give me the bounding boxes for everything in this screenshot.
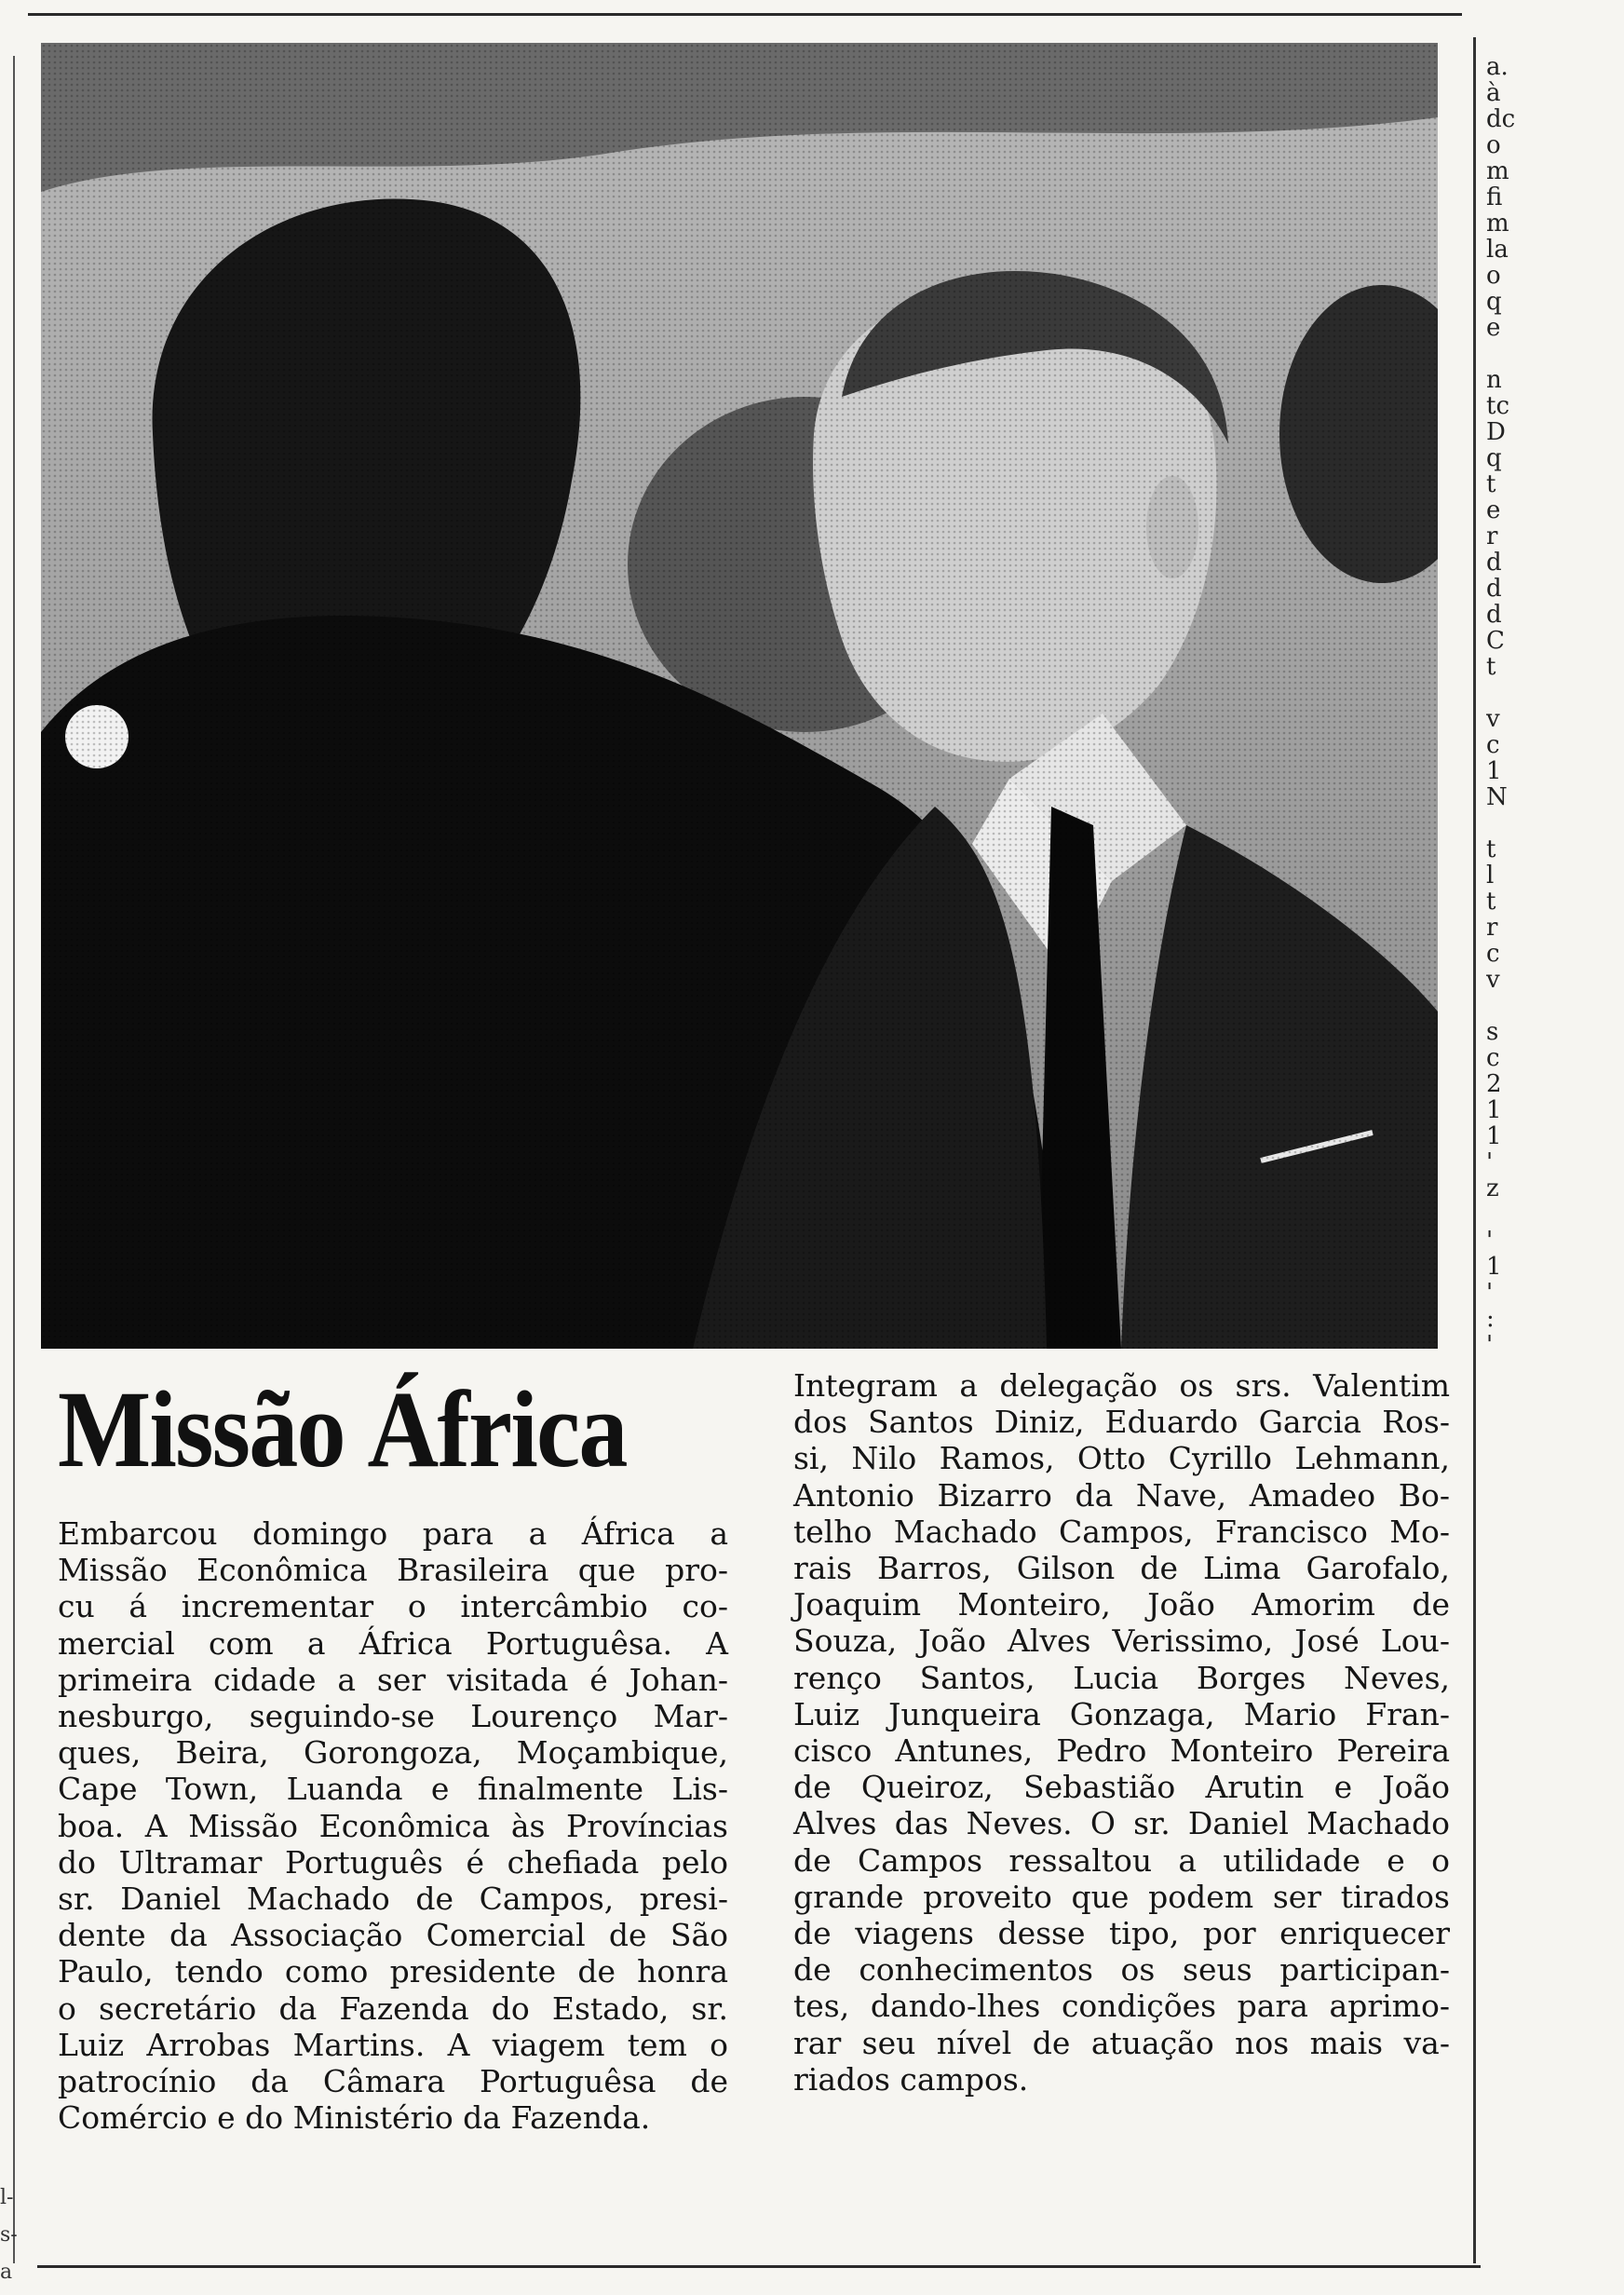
text-fragment: C bbox=[1486, 628, 1505, 654]
text-fragment: 1 bbox=[1486, 1254, 1502, 1280]
text-fragment: c bbox=[1486, 941, 1500, 967]
text-line: Comércio e do Ministério da Fazenda. bbox=[58, 2099, 651, 2137]
text-line: cisco Antunes, Pedro Monteiro Pereira bbox=[793, 1732, 1450, 1770]
text-line: dos Santos Diniz, Eduardo Garcia Ros- bbox=[793, 1404, 1450, 1441]
text-fragment: a bbox=[0, 2261, 13, 2284]
text-line: Paulo, tendo como presidente de honra bbox=[58, 1953, 728, 1990]
text-fragment: v bbox=[1486, 967, 1500, 993]
text-fragment bbox=[1486, 993, 1523, 1019]
top-rule bbox=[28, 13, 1462, 16]
text-fragment bbox=[1486, 810, 1523, 836]
text-line: de Queiroz, Sebastião Arutin e João bbox=[793, 1769, 1450, 1806]
text-fragment bbox=[1486, 1202, 1523, 1228]
article-body-left-column bbox=[58, 1515, 728, 2136]
text-fragment: : bbox=[1486, 1306, 1495, 1332]
text-line: rais Barros, Gilson de Lima Garofalo, bbox=[793, 1550, 1450, 1587]
text-line: grande proveito que podem ser tirados bbox=[793, 1878, 1450, 1915]
text-fragment: r bbox=[1486, 523, 1498, 550]
text-fragment: t bbox=[1486, 654, 1496, 680]
text-fragment: z bbox=[1486, 1175, 1499, 1202]
text-line: do Ultramar Português é chefiada pelo bbox=[58, 1843, 728, 1881]
adjacent-column-cutoff bbox=[1486, 54, 1523, 1358]
text-fragment: e bbox=[1486, 315, 1501, 341]
text-fragment: v bbox=[1486, 706, 1500, 732]
text-line: de viagens desse tipo, por enriquecer bbox=[793, 1915, 1450, 1952]
text-fragment: 1 bbox=[1486, 758, 1502, 784]
text-fragment: t bbox=[1486, 836, 1496, 862]
text-fragment: dc bbox=[1486, 106, 1516, 132]
text-line: Missão Econômica Brasileira que pro- bbox=[58, 1552, 728, 1589]
text-fragment: à bbox=[1486, 80, 1501, 106]
text-fragment: m bbox=[1486, 158, 1509, 184]
text-line: Alves das Neves. O sr. Daniel Machado bbox=[793, 1805, 1450, 1842]
text-line: rar seu nível de atuação nos mais va- bbox=[793, 2024, 1450, 2061]
text-line: si, Nilo Ramos, Otto Cyrillo Lehmann, bbox=[793, 1440, 1450, 1477]
text-line: telho Machado Campos, Francisco Mo- bbox=[793, 1513, 1450, 1550]
text-line: patrocínio da Câmara Portuguêsa de bbox=[58, 2063, 728, 2100]
text-fragment: d bbox=[1486, 576, 1502, 602]
text-fragment: 1 bbox=[1486, 1097, 1502, 1123]
text-fragment: m bbox=[1486, 210, 1509, 237]
text-fragment: l bbox=[1486, 862, 1495, 889]
text-fragment: N bbox=[1486, 784, 1508, 810]
text-fragment: c bbox=[1486, 1045, 1500, 1071]
text-fragment: o bbox=[1486, 132, 1501, 158]
text-line: Cape Town, Luanda e finalmente Lis- bbox=[58, 1771, 728, 1808]
text-fragment: n bbox=[1486, 367, 1502, 393]
text-line: de Campos ressaltou a utilidade e o bbox=[793, 1841, 1450, 1879]
text-fragment bbox=[1486, 680, 1523, 706]
text-line: Souza, João Alves Verissimo, José Lou- bbox=[793, 1623, 1450, 1660]
left-edge-line bbox=[13, 56, 15, 2263]
text-fragment: la bbox=[1486, 237, 1509, 263]
news-photo bbox=[41, 43, 1438, 1349]
text-fragment: e bbox=[1486, 497, 1501, 523]
text-line: Luiz Arrobas Martins. A viagem tem o bbox=[58, 2026, 728, 2063]
text-line: tes, dando-lhes condições para aprimo- bbox=[793, 1988, 1450, 2025]
text-fragment: s- bbox=[0, 2223, 18, 2247]
text-line: nesburgo, seguindo-se Lourenço Mar- bbox=[58, 1698, 728, 1735]
text-fragment: fi bbox=[1486, 184, 1503, 210]
photo-two-men-talking bbox=[41, 43, 1438, 1349]
text-fragment: a. bbox=[1486, 54, 1509, 80]
text-fragment bbox=[1486, 341, 1523, 367]
text-fragment: d bbox=[1486, 602, 1502, 628]
text-fragment: q bbox=[1486, 445, 1502, 471]
text-line: Embarcou domingo para a África a bbox=[58, 1515, 728, 1552]
text-fragment: t bbox=[1486, 471, 1496, 497]
text-fragment: ' bbox=[1486, 1280, 1494, 1306]
article-body-right-column bbox=[793, 1367, 1450, 2098]
text-line: cu á incrementar o intercâmbio co- bbox=[58, 1588, 728, 1625]
text-line: Integram a delegação os srs. Valentim bbox=[793, 1367, 1450, 1404]
text-line: Joaquim Monteiro, João Amorim de bbox=[793, 1586, 1450, 1623]
text-fragment: l- bbox=[0, 2186, 14, 2209]
text-line: Antonio Bizarro da Nave, Amadeo Bo- bbox=[793, 1476, 1450, 1514]
text-fragment: q bbox=[1486, 289, 1502, 315]
text-line: sr. Daniel Machado de Campos, presi- bbox=[58, 1881, 728, 1918]
text-line: o secretário da Fazenda do Estado, sr. bbox=[58, 1989, 728, 2027]
text-fragment: D bbox=[1486, 419, 1506, 445]
text-line: Luiz Junqueira Gonzaga, Mario Fran- bbox=[793, 1695, 1450, 1732]
text-line: ques, Beira, Gorongoza, Moçambique, bbox=[58, 1734, 728, 1772]
text-line: primeira cidade a ser visitada é Johan- bbox=[58, 1661, 728, 1698]
bottom-rule bbox=[37, 2265, 1481, 2268]
text-line: renço Santos, Lucia Borges Neves, bbox=[793, 1659, 1450, 1696]
text-fragment: ' bbox=[1486, 1228, 1494, 1254]
column-divider-right bbox=[1473, 37, 1476, 2263]
text-fragment: ' bbox=[1486, 1332, 1494, 1358]
text-fragment: d bbox=[1486, 550, 1502, 576]
text-fragment: t bbox=[1486, 889, 1496, 915]
text-fragment: 2 bbox=[1486, 1071, 1502, 1097]
text-fragment: ' bbox=[1486, 1149, 1494, 1175]
text-line: mercial com a África Portuguêsa. A bbox=[58, 1624, 728, 1662]
text-line: dente da Associação Comercial de São bbox=[58, 1917, 728, 1954]
text-fragment: o bbox=[1486, 263, 1501, 289]
text-fragment: c bbox=[1486, 732, 1500, 758]
text-fragment: s bbox=[1486, 1019, 1499, 1045]
text-line: boa. A Missão Econômica às Províncias bbox=[58, 1807, 728, 1844]
text-fragment: 1 bbox=[1486, 1123, 1502, 1149]
text-fragment: r bbox=[1486, 915, 1498, 941]
text-line: riados campos. bbox=[793, 2060, 1029, 2098]
text-line: de conhecimentos os seus participan- bbox=[793, 1951, 1450, 1989]
headline: Missão África bbox=[58, 1368, 627, 1490]
left-margin-cutoff bbox=[0, 2180, 20, 2291]
text-fragment: tc bbox=[1486, 393, 1510, 419]
